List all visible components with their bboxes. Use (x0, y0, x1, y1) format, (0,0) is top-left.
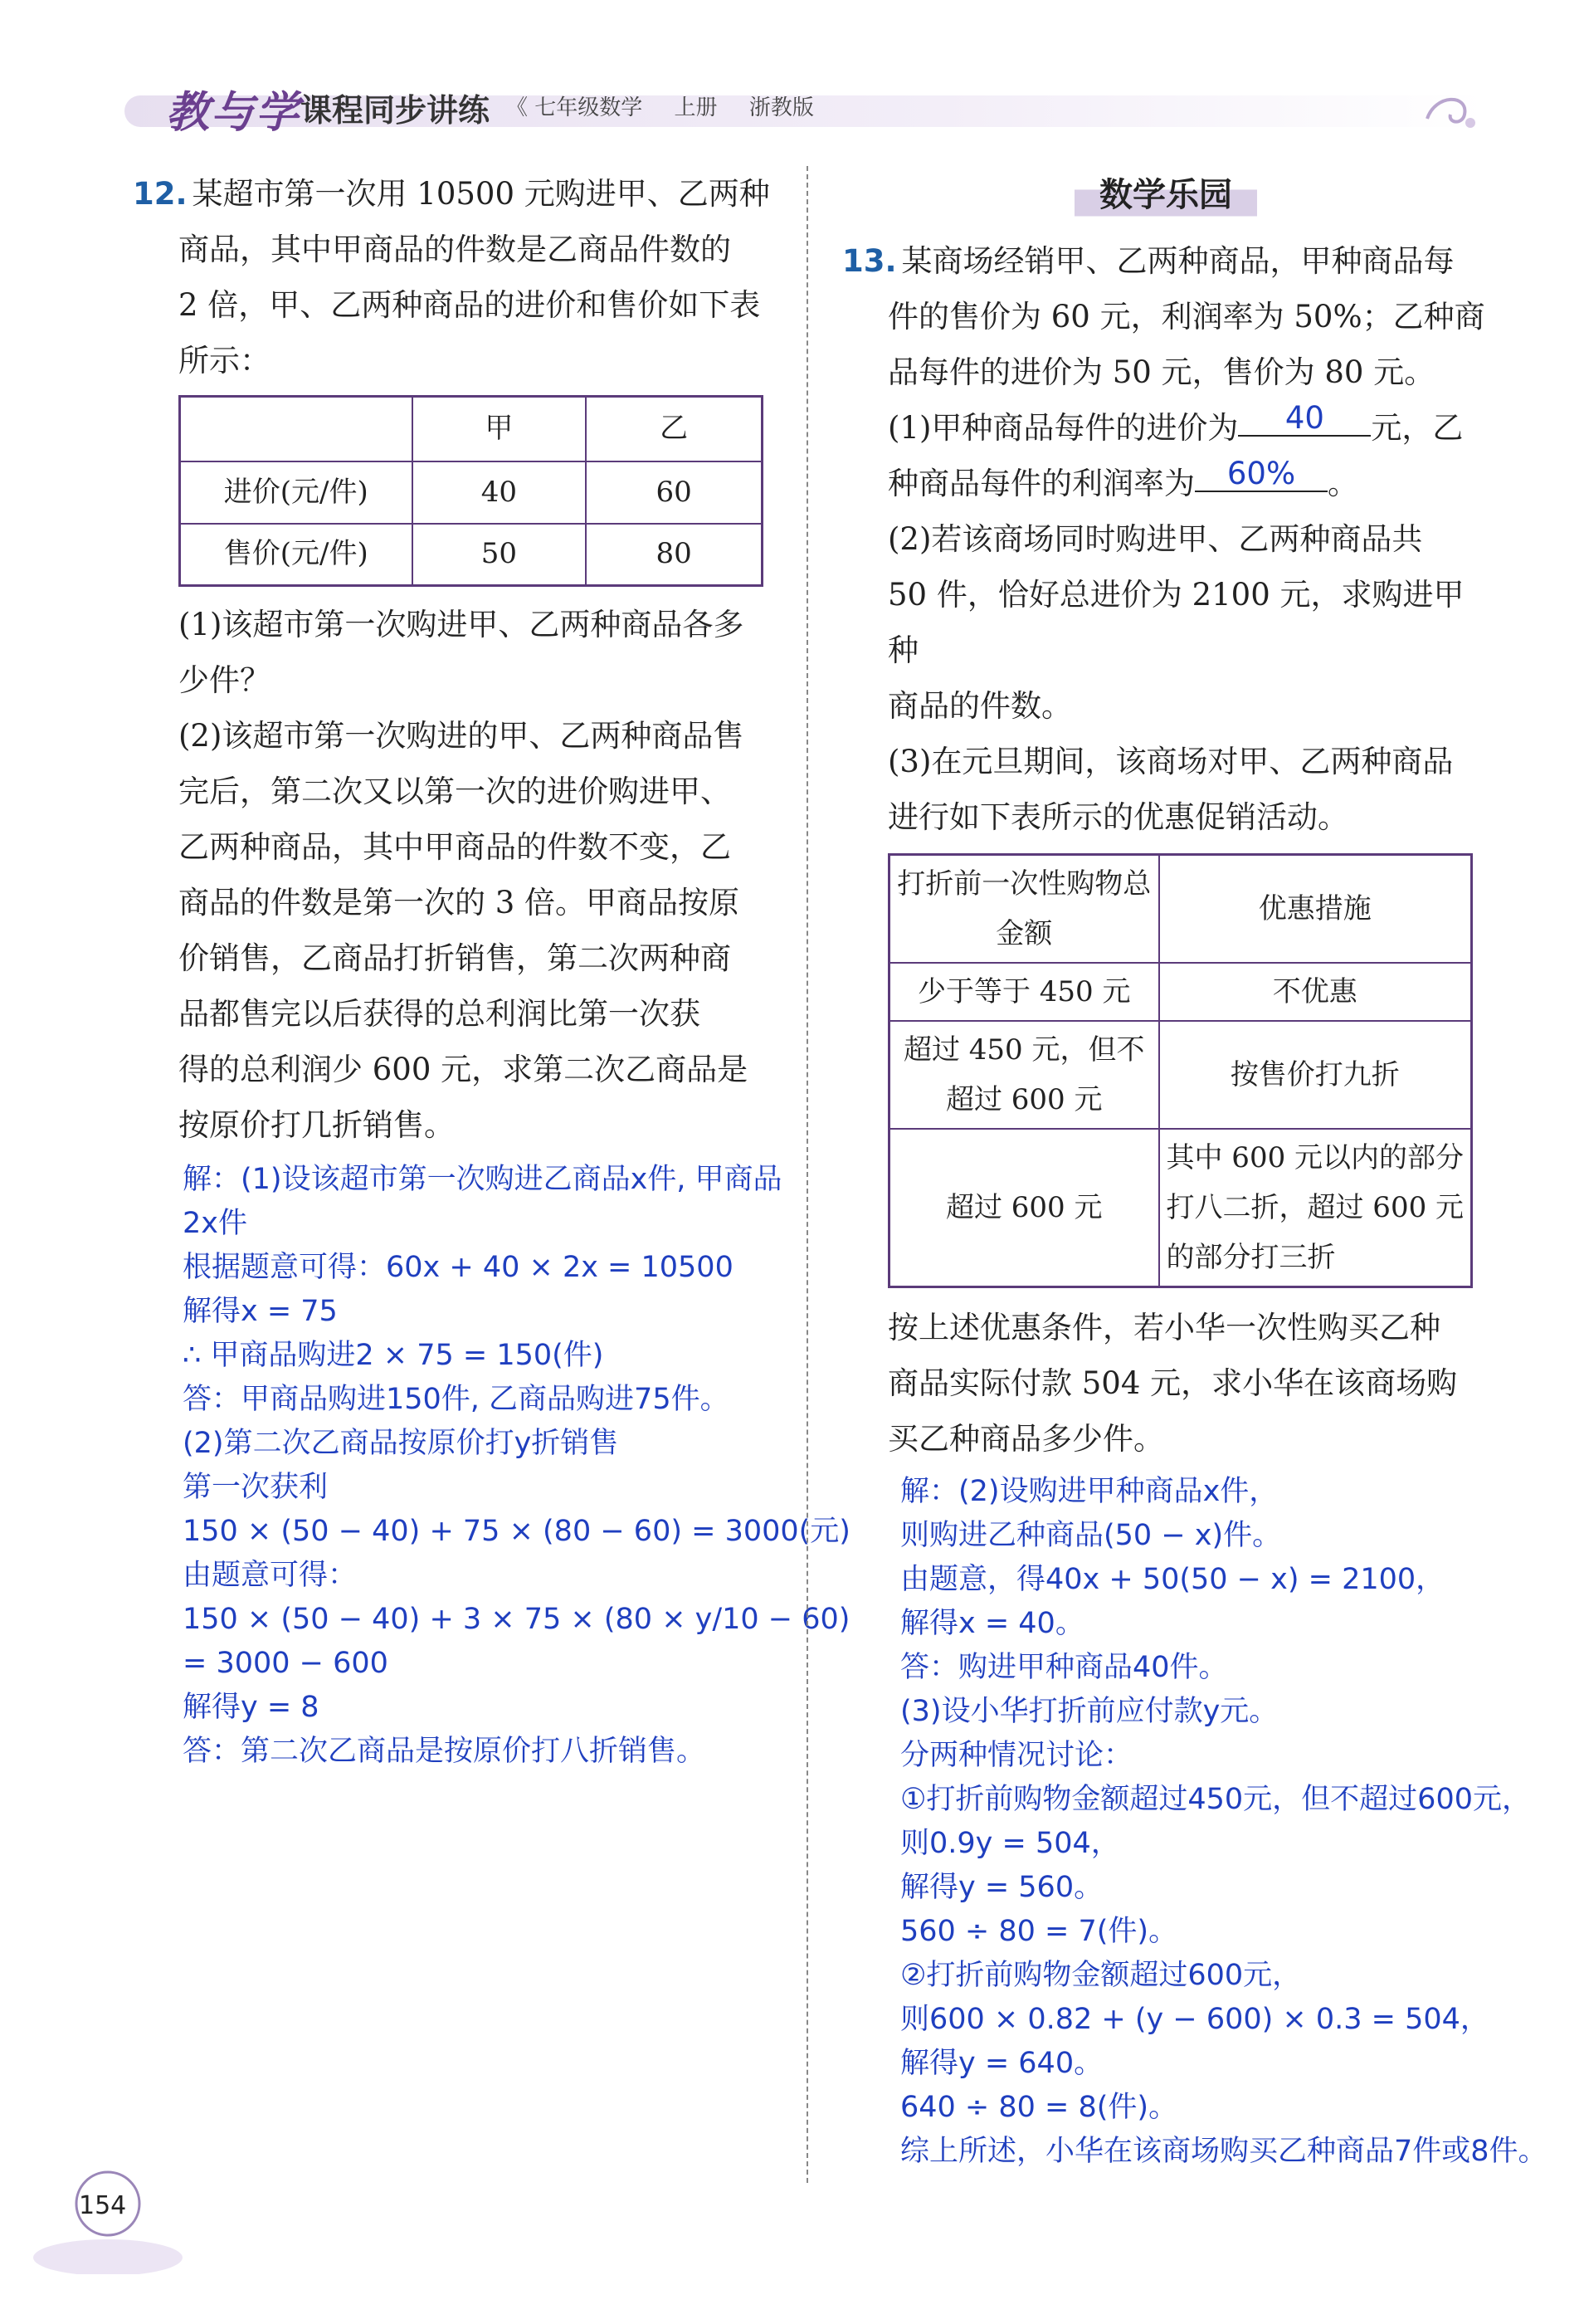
answer-line: 2x件 (183, 1207, 247, 1240)
q13-part2-line: 50 件，恰好总进价为 2100 元，求购进甲种 (888, 577, 1465, 668)
answer-line: 分两种情况讨论： (900, 1739, 1133, 1772)
q13-part1-line: (1)甲种商品每件的进价为 40 元，乙 (888, 400, 1464, 446)
page-number: 154 (79, 2191, 127, 2220)
q13-stem-line: 品每件的进价为 50 元，售价为 80 元。 (888, 354, 1435, 390)
answer-line: 综上所述，小华在该商场购买乙种商品7件或8件。 (900, 2135, 1547, 2168)
price-table (178, 395, 763, 587)
question-13 (842, 233, 1547, 2174)
table-cell: 80 (586, 524, 762, 586)
question-number: 13. (842, 243, 897, 279)
q12-part1-line: (1)该超市第一次购进甲、乙两种商品各多 (178, 607, 744, 642)
table-header-cell: 甲 (412, 397, 587, 461)
q13-part1-line: 种商品每件的利润率为 60% 。 (888, 456, 1358, 501)
answer-line: 解：(2)设购进甲种商品x件， (900, 1475, 1279, 1508)
book-subtitle (506, 90, 839, 121)
table-cell: 超过 450 元，但不超过 600 元 (889, 1021, 1159, 1129)
answer-line: (2)第二次乙商品按原价打y折销售 (183, 1427, 619, 1460)
q12-stem-line: 所示： (178, 343, 270, 378)
question-number: 12. (133, 176, 188, 212)
answer-line: 150 × (50 − 40) + 75 × (80 − 60) = 3000(元) (183, 1515, 850, 1548)
answer-line: ∴ 甲商品购进2 × 75 = 150(件) (183, 1339, 604, 1372)
left-column (133, 166, 850, 1774)
volume-label: 上册 (674, 95, 718, 120)
q12-answer (133, 1158, 850, 1774)
answer-line: 解得y = 560。 (900, 1871, 1104, 1904)
q12-part2-line: 乙两种商品，其中甲商品的件数不变，乙 (178, 829, 731, 865)
table-header-cell: 乙 (586, 397, 762, 461)
table-cell: 50 (412, 524, 587, 586)
answer-line: 答：购进甲种商品40件。 (900, 1651, 1228, 1684)
q13-part2-line: (2)若该商场同时购进甲、乙两种商品共 (888, 521, 1423, 557)
table-header-cell: 优惠措施 (1159, 855, 1472, 964)
q12-stem-line: 2 倍，甲、乙两种商品的进价和售价如下表 (178, 287, 761, 323)
answer-line: (3)设小华打折前应付款y元。 (900, 1695, 1279, 1728)
q13-after-line: 按上述优惠条件，若小华一次性购买乙种 (888, 1310, 1440, 1345)
q13-after-line: 商品实际付款 504 元，求小华在该商场购 (888, 1365, 1458, 1401)
answer-line: 解得x = 40。 (900, 1607, 1084, 1640)
answer-line: 150 × (50 − 40) + 3 × 75 × (80 × y/10 − 60) (183, 1603, 850, 1636)
right-column (842, 166, 1547, 2174)
table-row (180, 461, 763, 524)
table-cell: 超过 600 元 (889, 1129, 1159, 1287)
answer-line: 则0.9y = 504， (900, 1827, 1120, 1860)
q13-answer (842, 1470, 1547, 2174)
table-row (889, 963, 1472, 1021)
q13-part3-line: 进行如下表所示的优惠促销活动。 (888, 799, 1348, 835)
table-cell: 进价(元/件) (180, 461, 412, 524)
table-cell: 60 (586, 461, 762, 524)
swirl-ornament-icon (1419, 85, 1485, 135)
answer-line: ①打折前购物金额超过450元，但不超过600元， (900, 1783, 1531, 1816)
answer-line: 由题意，得40x + 50(50 − x) = 2100， (900, 1563, 1445, 1596)
answer-line: 640 ÷ 80 = 8(件)。 (900, 2091, 1178, 2124)
q12-part1-line: 少件？ (178, 662, 270, 698)
column-divider (807, 166, 808, 2183)
section-title: 数学乐园 (842, 166, 1489, 225)
answer-line: 由题意可得： (183, 1559, 358, 1592)
table-row (889, 1129, 1472, 1287)
q12-part2-line: 商品的件数是第一次的 3 倍。甲商品按原 (178, 885, 740, 920)
table-cell: 不优惠 (1159, 963, 1472, 1021)
answer-line: 560 ÷ 80 = 7(件)。 (900, 1915, 1178, 1948)
q12-part2-line: 得的总利润少 600 元，求第二次乙商品是 (178, 1052, 748, 1087)
question-12 (133, 166, 850, 1774)
answer-line: 解得x = 75 (183, 1295, 338, 1328)
q13-part3-line: (3)在元旦期间，该商场对甲、乙两种商品 (888, 744, 1454, 779)
q12-part2-line: (2)该超市第一次购进的甲、乙两种商品售 (178, 718, 744, 754)
answer-blank: 60% (1195, 457, 1328, 492)
page-header (124, 71, 1485, 145)
table-header-row (180, 397, 763, 461)
book-title: 课程同步讲练 (300, 92, 490, 129)
table-cell: 售价(元/件) (180, 524, 412, 586)
q13-stem-line: 件的售价为 60 元，利润率为 50%；乙种商 (888, 299, 1485, 334)
q12-stem-line: 12. 某超市第一次用 10500 元购进甲、乙两种 (133, 176, 770, 212)
q12-stem-line: 商品，其中甲商品的件数是乙商品件数的 (178, 232, 731, 267)
answer-line: 答：第二次乙商品是按原价打八折销售。 (183, 1735, 706, 1768)
answer-line: 则600 × 0.82 + (y − 600) × 0.3 = 504， (900, 2003, 1489, 2036)
q12-part2-line: 按原价打几折销售。 (178, 1107, 455, 1143)
answer-line: ②打折前购物金额超过600元， (900, 1959, 1302, 1992)
q12-part2-line: 品都售完以后获得的总利润比第一次获 (178, 996, 700, 1032)
edition-label: 浙教版 (748, 95, 814, 120)
table-cell: 少于等于 450 元 (889, 963, 1159, 1021)
answer-line: 根据题意可得：60x + 40 × 2x = 10500 (183, 1251, 734, 1284)
q12-part2-line: 价销售，乙商品打折销售，第二次两种商 (178, 940, 731, 976)
grade-label: 《 七年级数学 (506, 95, 643, 120)
table-header-row (889, 855, 1472, 964)
q13-stem-line: 13. 某商场经销甲、乙两种商品，甲种商品每 (842, 243, 1455, 279)
answer-line: 解：(1)设该超市第一次购进乙商品x件, 甲商品 (183, 1163, 782, 1196)
table-cell: 其中 600 元以内的部分打八二折，超过 600 元的部分打三折 (1159, 1129, 1472, 1287)
table-cell: 40 (412, 461, 587, 524)
answer-line: 答：甲商品购进150件, 乙商品购进75件。 (183, 1383, 729, 1416)
footer-ornament-icon (33, 2158, 232, 2274)
answer-line: = 3000 − 600 (183, 1647, 388, 1680)
answer-line: 第一次获利 (183, 1471, 329, 1504)
table-header-cell: 打折前一次性购物总金额 (889, 855, 1159, 964)
q13-after-line: 买乙种商品多少件。 (888, 1421, 1164, 1457)
table-cell: 按售价打九折 (1159, 1021, 1472, 1129)
answer-line: 解得y = 640。 (900, 2047, 1104, 2080)
q13-part2-line: 商品的件数。 (888, 688, 1072, 724)
answer-line: 解得y = 8 (183, 1691, 319, 1724)
brand-logo: 教与学 (166, 87, 301, 138)
answer-blank: 40 (1238, 402, 1371, 437)
q12-part2-line: 完后，第二次又以第一次的进价购进甲、 (178, 774, 731, 809)
discount-table (888, 853, 1473, 1288)
table-row (180, 524, 763, 586)
table-cell (180, 397, 412, 461)
answer-line: 则购进乙种商品(50 − x)件。 (900, 1519, 1282, 1552)
table-row (889, 1021, 1472, 1129)
